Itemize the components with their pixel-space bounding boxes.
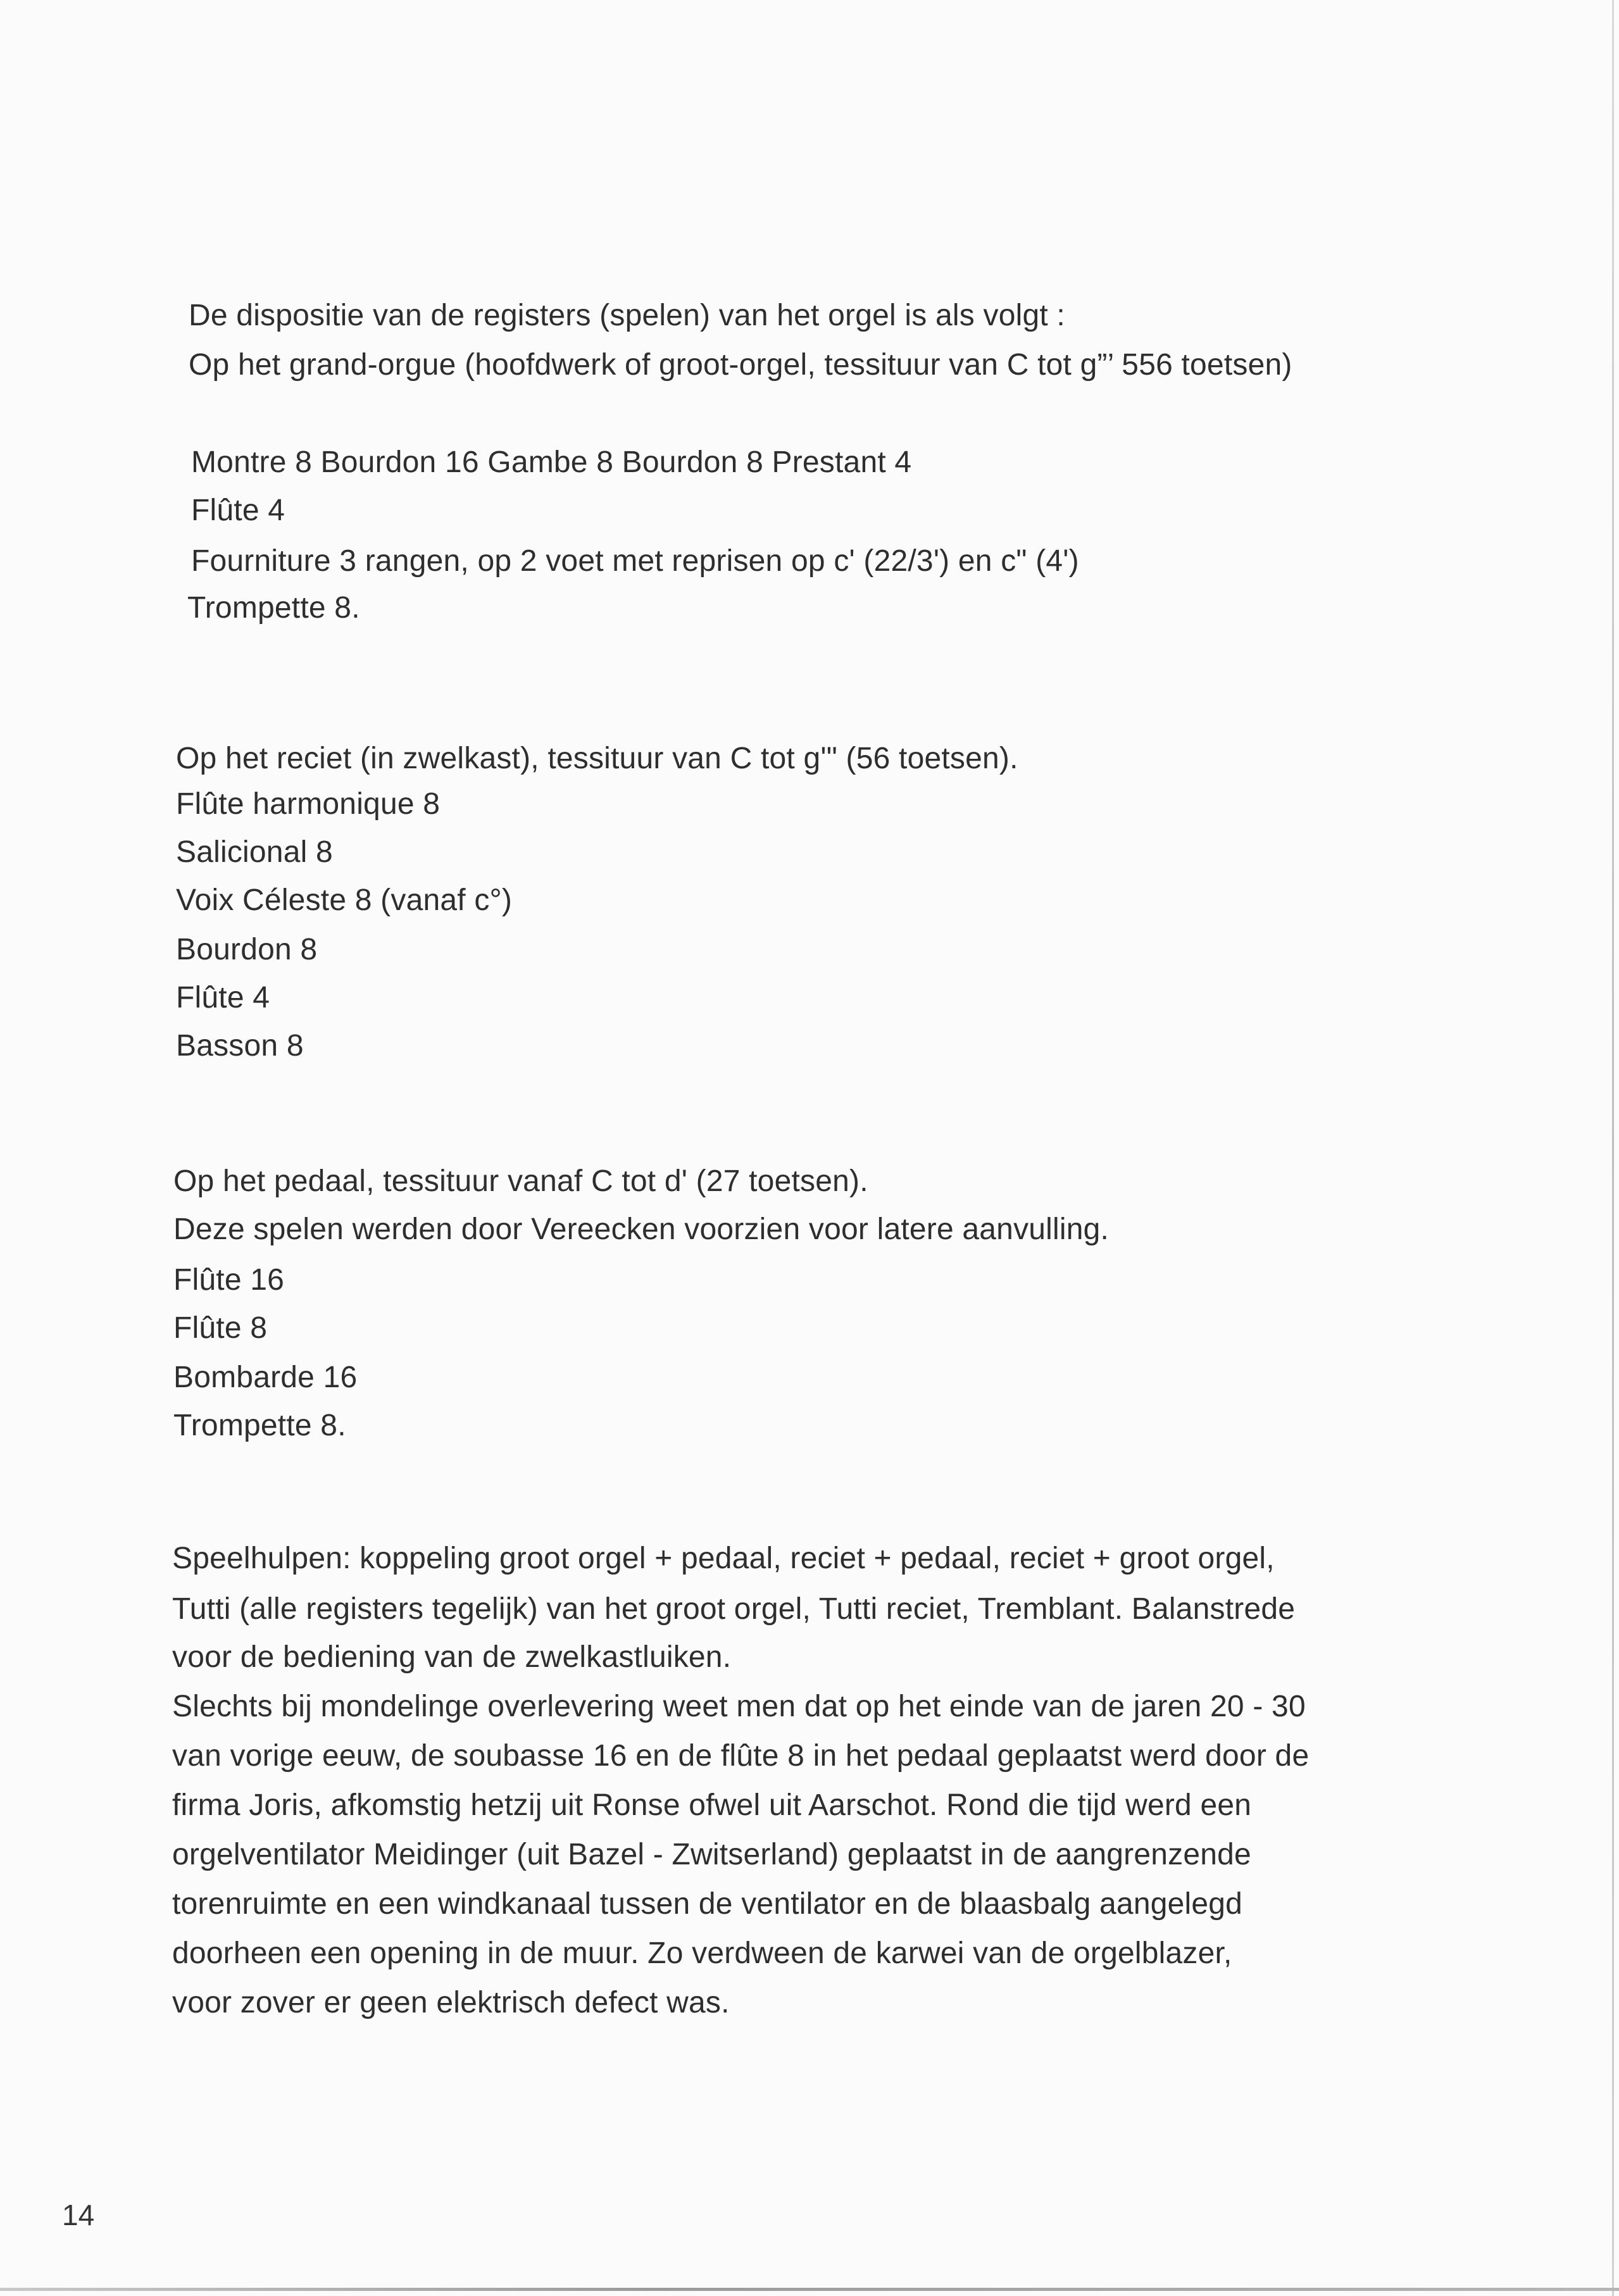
paragraph-line: orgelventilator Meidinger (uit Bazel - Zwitserland) geplaatst in de aangrenzende: [172, 1838, 1251, 1871]
register-line: Montre 8 Bourdon 16 Gambe 8 Bourdon 8 Prestant 4: [191, 446, 912, 479]
register-line: Basson 8: [176, 1029, 304, 1063]
intro-line: De dispositie van de registers (spelen) van het orgel is als volgt :: [189, 299, 1065, 332]
intro-line: Op het grand-orgue (hoofdwerk of groot-orgel, tessituur van C tot g”’ 556 toetsen): [189, 348, 1292, 382]
paragraph-line: Slechts bij mondelinge overlevering weet men dat op het einde van de jaren 20 - 30: [172, 1690, 1306, 1723]
reciet-heading: Op het reciet (in zwelkast), tessituur van C tot g'" (56 toetsen).: [176, 742, 1018, 775]
paragraph-line: doorheen een opening in de muur. Zo verdween de karwei van de orgelblazer,: [172, 1937, 1232, 1970]
register-line: Flûte 4: [191, 494, 285, 527]
pedaal-heading: Op het pedaal, tessituur vanaf C tot d' (27 toetsen).: [173, 1164, 868, 1198]
register-line: Trompette 8.: [187, 591, 360, 625]
paragraph-line: van vorige eeuw, de soubasse 16 en de flûte 8 in het pedaal geplaatst werd door de: [172, 1739, 1310, 1773]
register-line: Salicional 8: [176, 835, 333, 869]
register-line: Flûte 16: [173, 1263, 285, 1297]
pedaal-note: Deze spelen werden door Vereecken voorzien voor latere aanvulling.: [173, 1213, 1110, 1246]
paragraph-line: Speelhulpen: koppeling groot orgel + pedaal, reciet + pedaal, reciet + groot orgel,: [172, 1542, 1275, 1575]
register-line: Fourniture 3 rangen, op 2 voet met reprisen op c' (22/3') en c" (4'): [191, 544, 1079, 578]
register-line: Flûte 8: [173, 1311, 268, 1345]
page-edge-right: [1612, 0, 1614, 2296]
paragraph-line: Tutti (alle registers tegelijk) van het groot orgel, Tutti reciet, Tremblant. Balanstrede: [172, 1592, 1296, 1626]
register-line: Flûte harmonique 8: [176, 787, 441, 821]
register-line: Flûte 4: [176, 981, 270, 1014]
paragraph-line: firma Joris, afkomstig hetzij uit Ronse ofwel uit Aarschot. Rond die tijd werd een: [172, 1788, 1252, 1822]
paragraph-line: voor zover er geen elektrisch defect was.: [172, 1986, 730, 2019]
register-line: Trompette 8.: [173, 1409, 346, 1442]
register-line: Bombarde 16: [173, 1361, 358, 1394]
paragraph-line: torenruimte en een windkanaal tussen de ventilator en de blaasbalg aangelegd: [172, 1887, 1243, 1921]
register-line: Voix Céleste 8 (vanaf c°): [176, 883, 513, 917]
register-line: Bourdon 8: [176, 933, 318, 966]
page-number: 14: [62, 2199, 95, 2231]
page-edge-bottom: [0, 2288, 1619, 2291]
paragraph-line: voor de bediening van de zwelkastluiken.: [172, 1640, 732, 1674]
